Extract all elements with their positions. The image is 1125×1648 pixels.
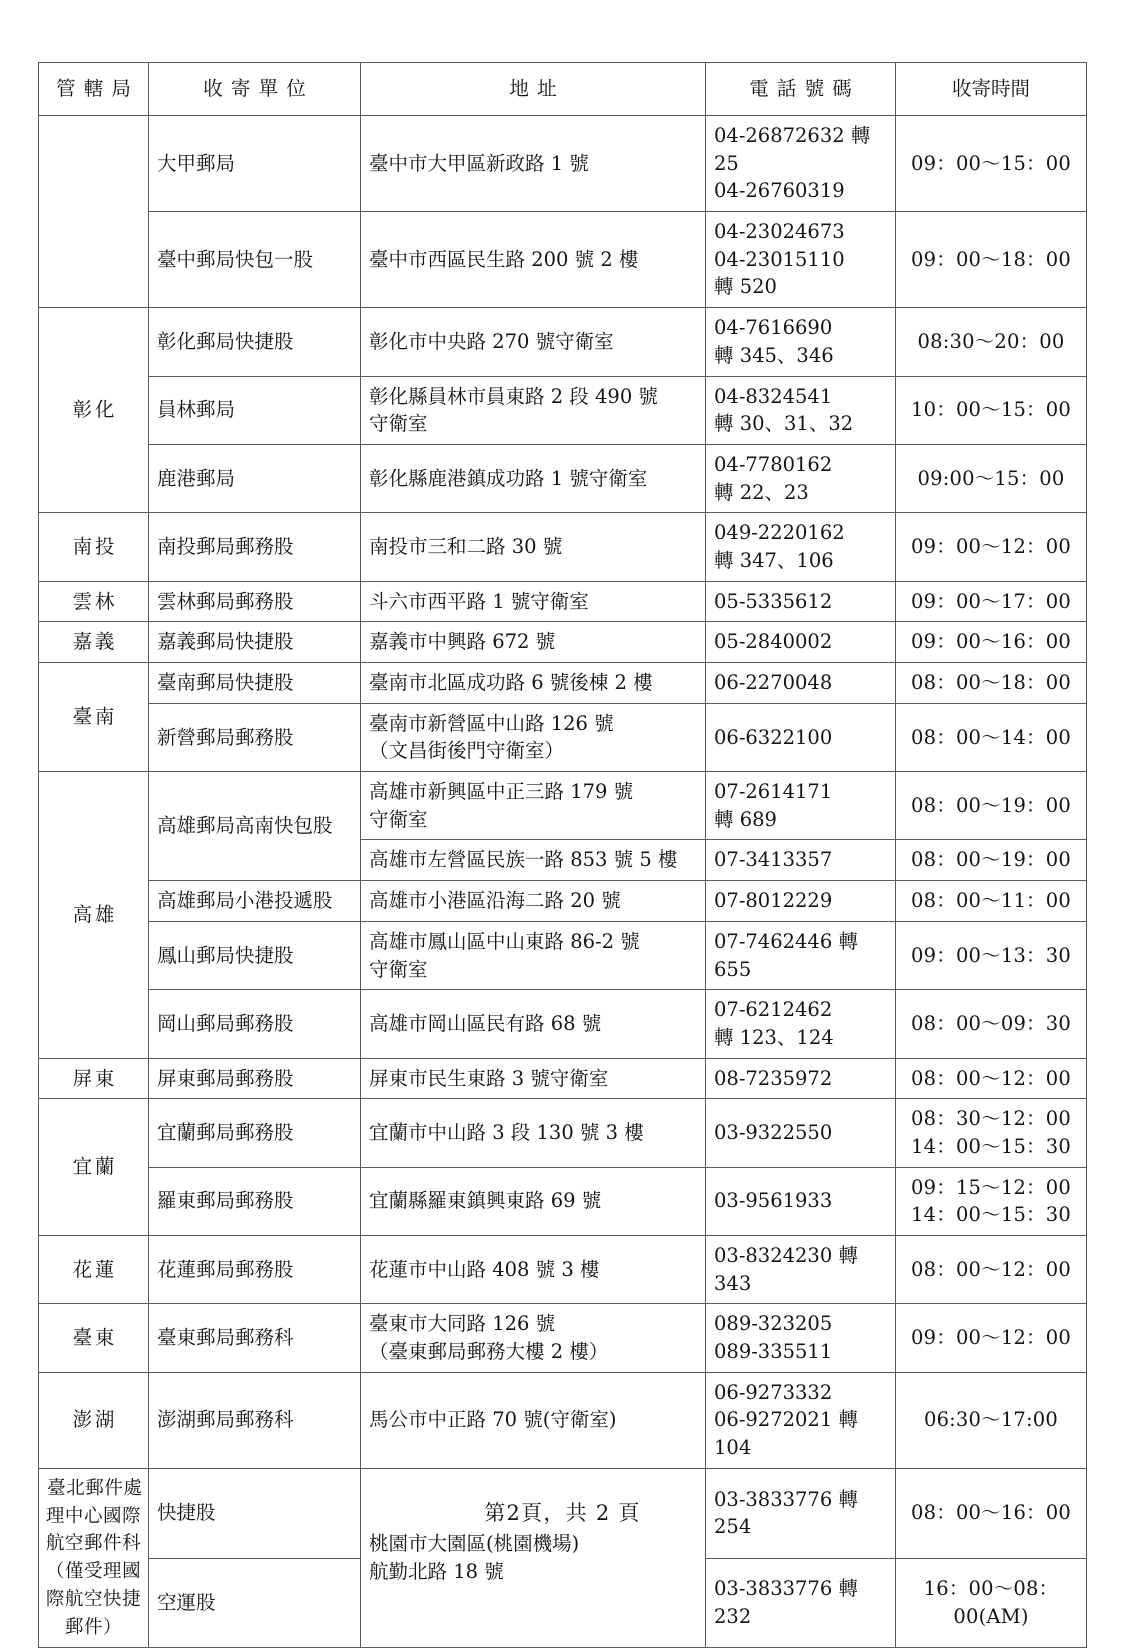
unit-cell: 雲林郵局郵務股	[149, 581, 361, 622]
pickup-time-cell-line: 09：00～18：00	[911, 247, 1071, 271]
table-row	[39, 116, 1087, 212]
pickup-time-cell	[896, 663, 1087, 704]
column-header-label: 電話號碼	[749, 77, 860, 101]
unit-cell: 新營郵局郵務股	[149, 703, 361, 771]
telephone-cell	[706, 581, 896, 622]
table-row	[39, 1236, 1087, 1304]
unit-cell: 大甲郵局	[149, 116, 361, 212]
jurisdiction-cell: 高雄	[39, 772, 149, 1059]
address-cell-line: 花蓮市中山路 408 號 3 樓	[369, 1257, 600, 1281]
telephone-cell-line: 07-2614171	[714, 780, 833, 804]
unit-cell: 澎湖郵局郵務科	[149, 1372, 361, 1468]
address-cell	[361, 376, 706, 444]
pickup-time-cell-line: 08：00～12：00	[911, 1257, 1071, 1281]
pickup-time-cell-line: 08：00～11：00	[911, 889, 1071, 913]
telephone-cell	[706, 990, 896, 1058]
telephone-cell-line: 07-7462446 轉 655	[714, 929, 858, 981]
column-header-2	[149, 63, 361, 116]
address-cell	[361, 881, 706, 922]
address-cell	[361, 703, 706, 771]
telephone-cell	[706, 1099, 896, 1167]
telephone-cell-line: 03-8324230 轉 343	[714, 1244, 858, 1295]
unit-cell: 岡山郵局郵務股	[149, 990, 361, 1058]
jurisdiction-cell: 臺東	[39, 1304, 149, 1372]
unit-cell: 宜蘭郵局郵務股	[149, 1099, 361, 1167]
column-header-5	[896, 63, 1087, 116]
pickup-time-cell	[896, 444, 1087, 512]
jurisdiction-cell: 澎湖	[39, 1372, 149, 1468]
unit-cell: 快捷股	[149, 1468, 361, 1558]
telephone-cell-line: 轉 520	[714, 275, 777, 299]
telephone-cell-line: 089-323205	[714, 1312, 833, 1336]
pickup-time-cell	[896, 1099, 1087, 1167]
address-cell	[361, 1167, 706, 1235]
address-cell-line: 彰化縣鹿港鎮成功路 1 號守衛室	[369, 466, 648, 490]
pickup-time-cell	[896, 840, 1087, 881]
pickup-locations-table	[38, 62, 1087, 1648]
telephone-cell	[706, 840, 896, 881]
address-cell-line: 南投市三和二路 30 號	[369, 535, 563, 559]
pickup-time-cell-line: 08：00～14：00	[911, 725, 1071, 749]
address-cell-line: 臺中市大甲區新政路 1 號	[369, 151, 589, 175]
column-header-label: 地址	[509, 77, 565, 101]
telephone-cell-line: 轉 689	[714, 807, 777, 831]
address-cell-line: 彰化縣員林市員東路 2 段 490 號	[369, 384, 658, 408]
telephone-cell-line: 03-9561933	[714, 1189, 833, 1213]
table-row	[39, 581, 1087, 622]
address-cell-line: 守衛室	[369, 957, 428, 981]
telephone-cell-line: 06-6322100	[714, 725, 833, 749]
address-cell-line: 宜蘭縣羅東鎮興東路 69 號	[369, 1189, 602, 1213]
table-body	[39, 116, 1087, 1648]
pickup-time-cell	[896, 376, 1087, 444]
pickup-time-cell-line: 09：15～12：00	[911, 1175, 1071, 1199]
telephone-cell-line: 05-2840002	[714, 630, 833, 654]
pickup-time-cell-line: 09：00～17：00	[911, 589, 1071, 613]
table-row	[39, 1372, 1087, 1468]
pickup-time-cell-line: 09：00～12：00	[911, 535, 1071, 559]
pickup-time-cell	[896, 1236, 1087, 1304]
telephone-cell	[706, 772, 896, 840]
jurisdiction-cell: 臺南	[39, 663, 149, 772]
pickup-time-cell	[896, 581, 1087, 622]
address-cell-line: 高雄市鳳山區中山東路 86-2 號	[369, 929, 640, 953]
telephone-cell	[706, 881, 896, 922]
pickup-time-cell-line: 08：00～12：00	[911, 1066, 1071, 1090]
telephone-cell-line: 03-3833776 轉 232	[714, 1577, 858, 1628]
address-cell-line: 斗六市西平路 1 號守衛室	[369, 589, 589, 613]
document-page	[38, 62, 1086, 1648]
address-cell-line: 臺中市西區民生路 200 號 2 樓	[369, 247, 639, 271]
unit-cell: 空運股	[149, 1558, 361, 1648]
table-header-row	[39, 63, 1087, 116]
table-row	[39, 1304, 1087, 1372]
jurisdiction-cell: 彰化	[39, 308, 149, 513]
pickup-time-cell	[896, 622, 1087, 663]
telephone-cell-line: 07-6212462	[714, 998, 833, 1022]
telephone-cell-line: 06-9272021 轉 104	[714, 1408, 858, 1460]
telephone-cell-line: 轉 22、23	[714, 480, 809, 504]
address-cell-line: 馬公市中正路 70 號(守衛室)	[369, 1408, 617, 1432]
pickup-time-cell-line: 08：30～12：00	[911, 1107, 1071, 1131]
telephone-cell	[706, 444, 896, 512]
pickup-time-cell	[896, 116, 1087, 212]
pickup-time-cell-line: 09：00～12：00	[911, 1326, 1071, 1350]
page-footer: 第2頁，共 2 頁	[484, 1501, 641, 1525]
pickup-time-cell-line: 09：00～16：00	[911, 630, 1071, 654]
jurisdiction-cell: 臺北郵件處理中心國際航空郵件科（僅受理國際航空快捷郵件）	[39, 1468, 149, 1648]
unit-cell: 高雄郵局高南快包股	[149, 772, 361, 881]
telephone-cell-line: 04-7780162	[714, 452, 833, 476]
column-header-3	[361, 63, 706, 116]
column-header-label: 管轄局	[56, 77, 140, 101]
jurisdiction-cell: 雲林	[39, 581, 149, 622]
pickup-time-cell-line: 10：00～15：00	[911, 398, 1071, 422]
telephone-cell-line: 轉 347、106	[714, 548, 834, 572]
jurisdiction-cell	[39, 116, 149, 308]
address-cell-line: 守衛室	[369, 807, 428, 831]
telephone-cell-line: 07-8012229	[714, 889, 833, 913]
table-row	[39, 1099, 1087, 1167]
address-cell	[361, 663, 706, 704]
table-row	[39, 444, 1087, 512]
address-cell	[361, 1304, 706, 1372]
address-cell	[361, 622, 706, 663]
pickup-time-cell	[896, 772, 1087, 840]
telephone-cell-line: 06-2270048	[714, 671, 833, 694]
pickup-time-cell	[896, 308, 1087, 376]
telephone-cell	[706, 513, 896, 581]
pickup-time-cell	[896, 513, 1087, 581]
telephone-cell-line: 04-8324541	[714, 384, 833, 408]
telephone-cell-line: 04-26872632 轉 25	[714, 124, 871, 175]
pickup-time-cell-line: 08：00～09：30	[911, 1012, 1071, 1036]
address-cell	[361, 116, 706, 212]
address-cell	[361, 1236, 706, 1304]
pickup-time-cell-line: 09:00～15：00	[917, 466, 1065, 490]
pickup-time-cell-line: 06:30～17:00	[923, 1408, 1059, 1432]
address-cell	[361, 308, 706, 376]
pickup-time-cell	[896, 1167, 1087, 1235]
telephone-cell	[706, 1058, 896, 1099]
unit-cell: 鳳山郵局快捷股	[149, 921, 361, 989]
telephone-cell	[706, 1236, 896, 1304]
pickup-time-cell-line: 08：00～18：00	[911, 671, 1071, 694]
unit-cell: 屏東郵局郵務股	[149, 1058, 361, 1099]
jurisdiction-cell: 花蓮	[39, 1236, 149, 1304]
unit-cell: 彰化郵局快捷股	[149, 308, 361, 376]
telephone-cell-line: 049-2220162	[714, 521, 845, 545]
address-cell-line: 高雄市岡山區民有路 68 號	[369, 1012, 602, 1036]
pickup-time-cell	[896, 212, 1087, 308]
table-header	[39, 63, 1087, 116]
pickup-time-cell-line: 09：00～15：00	[911, 151, 1071, 175]
table-row	[39, 1058, 1087, 1099]
pickup-time-cell-line: 08：00～19：00	[911, 793, 1071, 817]
telephone-cell-line: 04-23015110	[714, 247, 845, 271]
address-cell-line: 航勤北路 18 號	[369, 1560, 504, 1584]
unit-cell: 鹿港郵局	[149, 444, 361, 512]
table-row	[39, 1167, 1087, 1235]
table-row	[39, 513, 1087, 581]
column-header-label: 收寄單位	[203, 77, 314, 101]
address-cell	[361, 921, 706, 989]
telephone-cell	[706, 116, 896, 212]
address-cell-line: （文昌街後門守衛室）	[369, 739, 565, 763]
column-header-label: 收寄時間	[951, 77, 1030, 101]
pickup-time-cell-line: 08：00～16：00	[911, 1501, 1071, 1525]
telephone-cell	[706, 1372, 896, 1468]
telephone-cell-line: 03-3833776 轉 254	[714, 1487, 858, 1539]
unit-cell: 臺東郵局郵務科	[149, 1304, 361, 1372]
address-cell	[361, 1058, 706, 1099]
telephone-cell	[706, 663, 896, 704]
address-cell	[361, 840, 706, 881]
pickup-time-cell-line: 09：00～13：30	[911, 943, 1071, 967]
table-row	[39, 622, 1087, 663]
telephone-cell	[706, 212, 896, 308]
unit-cell: 南投郵局郵務股	[149, 513, 361, 581]
pickup-time-cell	[896, 881, 1087, 922]
pickup-time-cell-line: 14：00～15：30	[911, 1134, 1071, 1158]
telephone-cell-line: 04-23024673	[714, 220, 845, 244]
address-cell-line: 高雄市新興區中正三路 179 號	[369, 780, 634, 804]
telephone-cell-line: 089-335511	[714, 1340, 833, 1364]
column-header-1	[39, 63, 149, 116]
address-cell-line: 嘉義市中興路 672 號	[369, 630, 556, 654]
pickup-time-cell	[896, 1304, 1087, 1372]
telephone-cell-line: 06-9273332	[714, 1380, 833, 1404]
table-row	[39, 921, 1087, 989]
address-cell-line: 彰化市中央路 270 號守衛室	[369, 329, 614, 353]
unit-cell: 嘉義郵局快捷股	[149, 622, 361, 663]
address-cell-line: 守衛室	[369, 412, 428, 436]
telephone-cell	[706, 622, 896, 663]
address-cell	[361, 444, 706, 512]
unit-cell: 高雄郵局小港投遞股	[149, 881, 361, 922]
address-cell-line: 高雄市左營區民族一路 853 號 5 樓	[369, 848, 678, 872]
jurisdiction-cell: 屏東	[39, 1058, 149, 1099]
address-cell-line: 高雄市小港區沿海二路 20 號	[369, 889, 621, 913]
table-row	[39, 212, 1087, 308]
address-cell	[361, 772, 706, 840]
pickup-time-cell	[896, 990, 1087, 1058]
telephone-cell-line: 04-7616690	[714, 316, 833, 340]
address-cell	[361, 513, 706, 581]
pickup-time-cell-line: 08:30～20：00	[917, 329, 1065, 353]
address-cell-line: 臺南市新營區中山路 126 號	[369, 711, 614, 735]
jurisdiction-cell: 嘉義	[39, 622, 149, 663]
telephone-cell	[706, 1304, 896, 1372]
telephone-cell-line: 07-3413357	[714, 848, 833, 872]
address-cell-line: 宜蘭市中山路 3 段 130 號 3 樓	[369, 1121, 644, 1145]
address-cell	[361, 212, 706, 308]
address-cell-line: 臺南市北區成功路 6 號後棟 2 樓	[369, 671, 653, 694]
telephone-cell-line: 轉 30、31、32	[714, 412, 854, 436]
telephone-cell	[706, 1558, 896, 1648]
unit-cell: 羅東郵局郵務股	[149, 1167, 361, 1235]
pickup-time-cell	[896, 921, 1087, 989]
address-cell-line: 桃園市大園區(桃園機場)	[369, 1532, 580, 1556]
telephone-cell-line: 轉 123、124	[714, 1025, 834, 1049]
telephone-cell-line: 05-5335612	[714, 589, 833, 613]
telephone-cell	[706, 308, 896, 376]
telephone-cell	[706, 921, 896, 989]
address-cell-line: （臺東郵局郵務大樓 2 樓）	[369, 1340, 609, 1364]
telephone-cell-line: 04-26760319	[714, 179, 845, 203]
column-header-4	[706, 63, 896, 116]
unit-cell: 臺南郵局快捷股	[149, 663, 361, 704]
pickup-time-cell-line: 08：00～19：00	[911, 848, 1071, 872]
address-cell	[361, 990, 706, 1058]
address-cell	[361, 581, 706, 622]
telephone-cell-line: 08-7235972	[714, 1066, 833, 1090]
unit-cell: 員林郵局	[149, 376, 361, 444]
telephone-cell-line: 轉 345、346	[714, 343, 834, 367]
telephone-cell	[706, 376, 896, 444]
telephone-cell-line: 03-9322550	[714, 1121, 833, 1145]
pickup-time-cell-line: 16：00～08：00(AM)	[923, 1577, 1059, 1628]
telephone-cell	[706, 703, 896, 771]
address-cell	[361, 1372, 706, 1468]
unit-cell: 花蓮郵局郵務股	[149, 1236, 361, 1304]
table-row	[39, 990, 1087, 1058]
pickup-time-cell-line: 14：00～15：30	[911, 1203, 1071, 1227]
table-row	[39, 376, 1087, 444]
telephone-cell	[706, 1167, 896, 1235]
table-row	[39, 663, 1087, 704]
address-cell-line: 屏東市民生東路 3 號守衛室	[369, 1066, 609, 1090]
address-cell	[361, 1099, 706, 1167]
pickup-time-cell	[896, 1058, 1087, 1099]
address-cell-line: 臺東市大同路 126 號	[369, 1312, 556, 1336]
table-row	[39, 772, 1087, 840]
table-row	[39, 881, 1087, 922]
pickup-time-cell	[896, 703, 1087, 771]
jurisdiction-cell: 宜蘭	[39, 1099, 149, 1236]
unit-cell: 臺中郵局快包一股	[149, 212, 361, 308]
address-cell	[361, 1468, 706, 1648]
pickup-time-cell	[896, 1372, 1087, 1468]
table-row	[39, 703, 1087, 771]
jurisdiction-cell: 南投	[39, 513, 149, 581]
pickup-time-cell	[896, 1558, 1087, 1648]
table-row	[39, 308, 1087, 376]
